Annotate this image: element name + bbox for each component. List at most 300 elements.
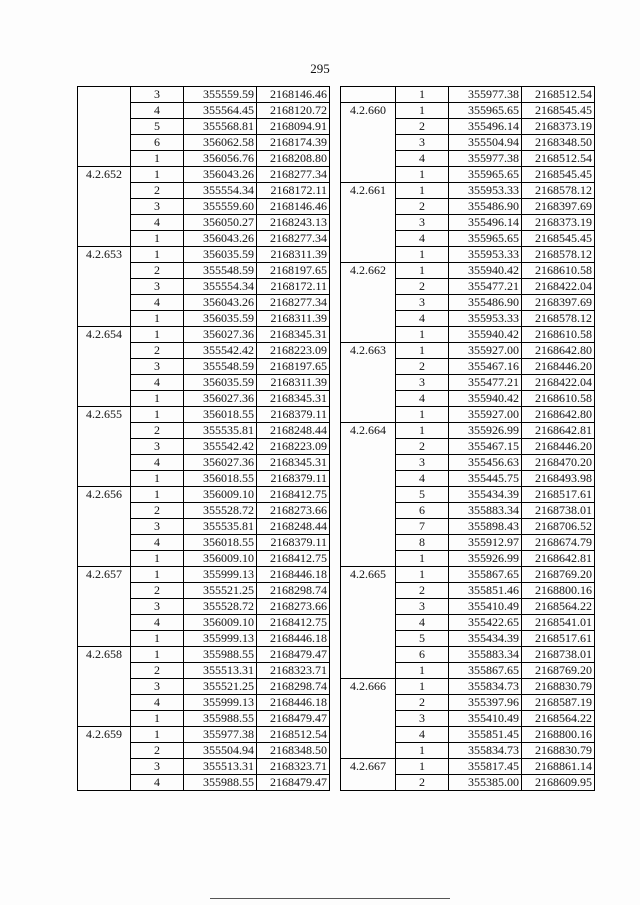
x-coordinate-cell: 355554.34 (184, 279, 257, 295)
table-row (78, 407, 330, 423)
point-number-cell: 3 (396, 215, 449, 231)
parcel-id-cell: 4.2.661 (341, 183, 396, 263)
y-coordinate-cell: 2168208.80 (257, 151, 330, 167)
point-number-cell: 1 (131, 247, 184, 263)
point-number-cell: 3 (396, 599, 449, 615)
x-coordinate-cell: 355554.34 (184, 183, 257, 199)
x-coordinate-cell: 355953.33 (449, 183, 522, 199)
point-number-cell: 5 (396, 631, 449, 647)
point-number-cell: 3 (396, 375, 449, 391)
y-coordinate-cell: 2168277.34 (257, 295, 330, 311)
x-coordinate-cell: 356027.36 (184, 391, 257, 407)
x-coordinate-cell: 355559.59 (184, 87, 257, 103)
table-row (78, 727, 330, 743)
point-number-cell: 6 (396, 503, 449, 519)
y-coordinate-cell: 2168564.22 (522, 599, 595, 615)
y-coordinate-cell: 2168517.61 (522, 487, 595, 503)
point-number-cell: 1 (396, 743, 449, 759)
y-coordinate-cell: 2168277.34 (257, 167, 330, 183)
x-coordinate-cell: 355542.42 (184, 439, 257, 455)
point-number-cell: 1 (131, 151, 184, 167)
point-number-cell: 2 (396, 695, 449, 711)
y-coordinate-cell: 2168248.44 (257, 423, 330, 439)
y-coordinate-cell: 2168738.01 (522, 503, 595, 519)
x-coordinate-cell: 355999.13 (184, 631, 257, 647)
x-coordinate-cell: 355548.59 (184, 263, 257, 279)
point-number-cell: 4 (396, 727, 449, 743)
point-number-cell: 4 (131, 295, 184, 311)
x-coordinate-cell: 355817.45 (449, 759, 522, 775)
point-number-cell: 1 (131, 311, 184, 327)
point-number-cell: 3 (396, 455, 449, 471)
point-number-cell: 1 (396, 759, 449, 775)
point-number-cell: 1 (396, 679, 449, 695)
y-coordinate-cell: 2168197.65 (257, 359, 330, 375)
x-coordinate-cell: 355385.00 (449, 775, 522, 791)
table-row (78, 247, 330, 263)
x-coordinate-cell: 355940.42 (449, 263, 522, 279)
point-number-cell: 3 (131, 439, 184, 455)
y-coordinate-cell: 2168610.58 (522, 391, 595, 407)
x-coordinate-cell: 355867.65 (449, 663, 522, 679)
x-coordinate-cell: 355977.38 (449, 87, 522, 103)
y-coordinate-cell: 2168545.45 (522, 167, 595, 183)
y-coordinate-cell: 2168120.72 (257, 103, 330, 119)
x-coordinate-cell: 355410.49 (449, 599, 522, 615)
point-number-cell: 1 (396, 87, 449, 103)
y-coordinate-cell: 2168172.11 (257, 183, 330, 199)
point-number-cell: 8 (396, 535, 449, 551)
y-coordinate-cell: 2168479.47 (257, 775, 330, 791)
x-coordinate-cell: 355467.16 (449, 359, 522, 375)
point-number-cell: 1 (131, 167, 184, 183)
y-coordinate-cell: 2168248.44 (257, 519, 330, 535)
point-number-cell: 1 (396, 247, 449, 263)
point-number-cell: 1 (396, 263, 449, 279)
point-number-cell: 4 (131, 455, 184, 471)
table-row (341, 567, 595, 583)
y-coordinate-cell: 2168479.47 (257, 711, 330, 727)
x-coordinate-cell: 355568.81 (184, 119, 257, 135)
table-row (341, 183, 595, 199)
y-coordinate-cell: 2168373.19 (522, 119, 595, 135)
point-number-cell: 1 (131, 231, 184, 247)
x-coordinate-cell: 355445.75 (449, 471, 522, 487)
x-coordinate-cell: 356018.55 (184, 471, 257, 487)
point-number-cell: 1 (396, 407, 449, 423)
parcel-id-cell: 4.2.666 (341, 679, 396, 759)
point-number-cell: 2 (131, 183, 184, 199)
point-number-cell: 1 (396, 423, 449, 439)
point-number-cell: 3 (131, 759, 184, 775)
point-number-cell: 3 (396, 295, 449, 311)
x-coordinate-cell: 355434.39 (449, 631, 522, 647)
table-row (78, 487, 330, 503)
parcel-id-cell (78, 87, 131, 167)
y-coordinate-cell: 2168174.39 (257, 135, 330, 151)
parcel-id-cell: 4.2.663 (341, 343, 396, 423)
y-coordinate-cell: 2168642.80 (522, 407, 595, 423)
table-row (78, 647, 330, 663)
x-coordinate-cell: 355965.65 (449, 231, 522, 247)
parcel-id-cell: 4.2.653 (78, 247, 131, 327)
point-number-cell: 4 (131, 615, 184, 631)
point-number-cell: 4 (131, 375, 184, 391)
y-coordinate-cell: 2168545.45 (522, 103, 595, 119)
x-coordinate-cell: 355940.42 (449, 391, 522, 407)
y-coordinate-cell: 2168578.12 (522, 183, 595, 199)
point-number-cell: 1 (396, 327, 449, 343)
footer-rule (210, 898, 450, 899)
y-coordinate-cell: 2168397.69 (522, 295, 595, 311)
x-coordinate-cell: 355528.72 (184, 599, 257, 615)
x-coordinate-cell: 356018.55 (184, 535, 257, 551)
y-coordinate-cell: 2168512.54 (522, 87, 595, 103)
y-coordinate-cell: 2168517.61 (522, 631, 595, 647)
table-row (78, 327, 330, 343)
y-coordinate-cell: 2168094.91 (257, 119, 330, 135)
point-number-cell: 2 (396, 359, 449, 375)
y-coordinate-cell: 2168861.14 (522, 759, 595, 775)
x-coordinate-cell: 355912.97 (449, 535, 522, 551)
parcel-id-cell: 4.2.656 (78, 487, 131, 567)
parcel-id-cell: 4.2.667 (341, 759, 396, 791)
point-number-cell: 4 (131, 215, 184, 231)
parcel-id-cell: 4.2.657 (78, 567, 131, 647)
y-coordinate-cell: 2168446.18 (257, 631, 330, 647)
point-number-cell: 1 (131, 631, 184, 647)
x-coordinate-cell: 355486.90 (449, 295, 522, 311)
y-coordinate-cell: 2168311.39 (257, 375, 330, 391)
y-coordinate-cell: 2168243.13 (257, 215, 330, 231)
y-coordinate-cell: 2168379.11 (257, 535, 330, 551)
x-coordinate-cell: 355988.55 (184, 647, 257, 663)
x-coordinate-cell: 356043.26 (184, 231, 257, 247)
point-number-cell: 4 (396, 151, 449, 167)
y-coordinate-cell: 2168446.20 (522, 439, 595, 455)
x-coordinate-cell: 355397.96 (449, 695, 522, 711)
point-number-cell: 1 (396, 567, 449, 583)
x-coordinate-cell: 355965.65 (449, 167, 522, 183)
x-coordinate-cell: 355528.72 (184, 503, 257, 519)
x-coordinate-cell: 355467.15 (449, 439, 522, 455)
x-coordinate-cell: 356035.59 (184, 247, 257, 263)
point-number-cell: 1 (396, 551, 449, 567)
point-number-cell: 1 (131, 407, 184, 423)
x-coordinate-cell: 355999.13 (184, 567, 257, 583)
y-coordinate-cell: 2168146.46 (257, 87, 330, 103)
x-coordinate-cell: 355513.31 (184, 663, 257, 679)
y-coordinate-cell: 2168323.71 (257, 663, 330, 679)
x-coordinate-cell: 355410.49 (449, 711, 522, 727)
y-coordinate-cell: 2168800.16 (522, 727, 595, 743)
y-coordinate-cell: 2168172.11 (257, 279, 330, 295)
point-number-cell: 1 (131, 327, 184, 343)
point-number-cell: 2 (131, 743, 184, 759)
point-number-cell: 7 (396, 519, 449, 535)
y-coordinate-cell: 2168578.12 (522, 247, 595, 263)
table-row (341, 423, 595, 439)
point-number-cell: 2 (396, 119, 449, 135)
x-coordinate-cell: 356027.36 (184, 327, 257, 343)
point-number-cell: 2 (131, 503, 184, 519)
x-coordinate-cell: 355521.25 (184, 679, 257, 695)
x-coordinate-cell: 355477.21 (449, 279, 522, 295)
point-number-cell: 3 (131, 679, 184, 695)
x-coordinate-cell: 356043.26 (184, 167, 257, 183)
x-coordinate-cell: 356056.76 (184, 151, 257, 167)
x-coordinate-cell: 355559.60 (184, 199, 257, 215)
x-coordinate-cell: 355883.34 (449, 647, 522, 663)
y-coordinate-cell: 2168422.04 (522, 375, 595, 391)
point-number-cell: 3 (396, 711, 449, 727)
point-number-cell: 4 (131, 535, 184, 551)
x-coordinate-cell: 355535.81 (184, 519, 257, 535)
parcel-id-cell: 4.2.665 (341, 567, 396, 679)
y-coordinate-cell: 2168412.75 (257, 551, 330, 567)
x-coordinate-cell: 355883.34 (449, 503, 522, 519)
x-coordinate-cell: 356018.55 (184, 407, 257, 423)
x-coordinate-cell: 355504.94 (449, 135, 522, 151)
x-coordinate-cell: 355851.46 (449, 583, 522, 599)
x-coordinate-cell: 355988.55 (184, 775, 257, 791)
point-number-cell: 6 (396, 647, 449, 663)
x-coordinate-cell: 355422.65 (449, 615, 522, 631)
y-coordinate-cell: 2168610.58 (522, 263, 595, 279)
point-number-cell: 5 (396, 487, 449, 503)
point-number-cell: 4 (131, 775, 184, 791)
point-number-cell: 6 (131, 135, 184, 151)
y-coordinate-cell: 2168470.20 (522, 455, 595, 471)
y-coordinate-cell: 2168345.31 (257, 455, 330, 471)
point-number-cell: 1 (131, 711, 184, 727)
y-coordinate-cell: 2168311.39 (257, 311, 330, 327)
y-coordinate-cell: 2168345.31 (257, 391, 330, 407)
point-number-cell: 4 (396, 471, 449, 487)
y-coordinate-cell: 2168298.74 (257, 583, 330, 599)
y-coordinate-cell: 2168578.12 (522, 311, 595, 327)
y-coordinate-cell: 2168277.34 (257, 231, 330, 247)
x-coordinate-cell: 355867.65 (449, 567, 522, 583)
x-coordinate-cell: 355535.81 (184, 423, 257, 439)
x-coordinate-cell: 356009.10 (184, 551, 257, 567)
y-coordinate-cell: 2168379.11 (257, 407, 330, 423)
y-coordinate-cell: 2168493.98 (522, 471, 595, 487)
y-coordinate-cell: 2168422.04 (522, 279, 595, 295)
point-number-cell: 1 (131, 471, 184, 487)
y-coordinate-cell: 2168610.58 (522, 327, 595, 343)
parcel-id-cell: 4.2.664 (341, 423, 396, 567)
y-coordinate-cell: 2168545.45 (522, 231, 595, 247)
x-coordinate-cell: 355851.45 (449, 727, 522, 743)
y-coordinate-cell: 2168379.11 (257, 471, 330, 487)
point-number-cell: 2 (396, 775, 449, 791)
point-number-cell: 4 (396, 615, 449, 631)
left-coordinates-table (77, 86, 330, 791)
point-number-cell: 1 (396, 103, 449, 119)
right-coordinates-table (340, 86, 595, 791)
x-coordinate-cell: 355977.38 (184, 727, 257, 743)
x-coordinate-cell: 355926.99 (449, 423, 522, 439)
point-number-cell: 2 (396, 279, 449, 295)
x-coordinate-cell: 355953.33 (449, 311, 522, 327)
x-coordinate-cell: 355477.21 (449, 375, 522, 391)
x-coordinate-cell: 355548.59 (184, 359, 257, 375)
x-coordinate-cell: 355927.00 (449, 343, 522, 359)
point-number-cell: 2 (396, 439, 449, 455)
parcel-id-cell: 4.2.655 (78, 407, 131, 487)
x-coordinate-cell: 355898.43 (449, 519, 522, 535)
y-coordinate-cell: 2168674.79 (522, 535, 595, 551)
y-coordinate-cell: 2168446.18 (257, 695, 330, 711)
x-coordinate-cell: 356009.10 (184, 615, 257, 631)
y-coordinate-cell: 2168273.66 (257, 503, 330, 519)
y-coordinate-cell: 2168564.22 (522, 711, 595, 727)
x-coordinate-cell: 355496.14 (449, 215, 522, 231)
point-number-cell: 3 (396, 135, 449, 151)
point-number-cell: 1 (131, 551, 184, 567)
y-coordinate-cell: 2168642.81 (522, 551, 595, 567)
point-number-cell: 1 (396, 343, 449, 359)
table-row (341, 263, 595, 279)
point-number-cell: 3 (131, 279, 184, 295)
point-number-cell: 2 (131, 663, 184, 679)
point-number-cell: 1 (396, 167, 449, 183)
page-number: 295 (310, 61, 330, 76)
point-number-cell: 3 (131, 599, 184, 615)
x-coordinate-cell: 355496.14 (449, 119, 522, 135)
y-coordinate-cell: 2168412.75 (257, 487, 330, 503)
point-number-cell: 2 (131, 583, 184, 599)
x-coordinate-cell: 355513.31 (184, 759, 257, 775)
point-number-cell: 1 (131, 727, 184, 743)
x-coordinate-cell: 356043.26 (184, 295, 257, 311)
y-coordinate-cell: 2168541.01 (522, 615, 595, 631)
x-coordinate-cell: 355953.33 (449, 247, 522, 263)
y-coordinate-cell: 2168373.19 (522, 215, 595, 231)
table-row (341, 343, 595, 359)
point-number-cell: 4 (396, 231, 449, 247)
point-number-cell: 4 (131, 695, 184, 711)
x-coordinate-cell: 355834.73 (449, 679, 522, 695)
parcel-id-cell: 4.2.652 (78, 167, 131, 247)
y-coordinate-cell: 2168323.71 (257, 759, 330, 775)
y-coordinate-cell: 2168609.95 (522, 775, 595, 791)
parcel-id-cell: 4.2.654 (78, 327, 131, 407)
point-number-cell: 4 (396, 391, 449, 407)
x-coordinate-cell: 356050.27 (184, 215, 257, 231)
x-coordinate-cell: 355564.45 (184, 103, 257, 119)
x-coordinate-cell: 356035.59 (184, 311, 257, 327)
parcel-id-cell: 4.2.659 (78, 727, 131, 791)
point-number-cell: 2 (131, 343, 184, 359)
y-coordinate-cell: 2168345.31 (257, 327, 330, 343)
point-number-cell: 1 (131, 647, 184, 663)
y-coordinate-cell: 2168706.52 (522, 519, 595, 535)
table-row (78, 167, 330, 183)
x-coordinate-cell: 355977.38 (449, 151, 522, 167)
y-coordinate-cell: 2168397.69 (522, 199, 595, 215)
point-number-cell: 4 (131, 103, 184, 119)
x-coordinate-cell: 355834.73 (449, 743, 522, 759)
x-coordinate-cell: 355988.55 (184, 711, 257, 727)
point-number-cell: 2 (396, 583, 449, 599)
y-coordinate-cell: 2168446.18 (257, 567, 330, 583)
y-coordinate-cell: 2168769.20 (522, 567, 595, 583)
point-number-cell: 1 (131, 487, 184, 503)
parcel-id-cell: 4.2.658 (78, 647, 131, 727)
y-coordinate-cell: 2168512.54 (257, 727, 330, 743)
x-coordinate-cell: 355965.65 (449, 103, 522, 119)
y-coordinate-cell: 2168223.09 (257, 343, 330, 359)
table-row (78, 567, 330, 583)
y-coordinate-cell: 2168587.19 (522, 695, 595, 711)
x-coordinate-cell: 355456.63 (449, 455, 522, 471)
y-coordinate-cell: 2168298.74 (257, 679, 330, 695)
point-number-cell: 1 (396, 183, 449, 199)
x-coordinate-cell: 355926.99 (449, 551, 522, 567)
y-coordinate-cell: 2168311.39 (257, 247, 330, 263)
y-coordinate-cell: 2168830.79 (522, 743, 595, 759)
point-number-cell: 2 (131, 263, 184, 279)
table-row (341, 103, 595, 119)
y-coordinate-cell: 2168197.65 (257, 263, 330, 279)
y-coordinate-cell: 2168223.09 (257, 439, 330, 455)
point-number-cell: 3 (131, 199, 184, 215)
point-number-cell: 2 (131, 423, 184, 439)
x-coordinate-cell: 356009.10 (184, 487, 257, 503)
table-row (341, 87, 595, 103)
point-number-cell: 1 (396, 663, 449, 679)
y-coordinate-cell: 2168800.16 (522, 583, 595, 599)
x-coordinate-cell: 355927.00 (449, 407, 522, 423)
parcel-id-cell (341, 87, 396, 103)
point-number-cell: 3 (131, 87, 184, 103)
y-coordinate-cell: 2168479.47 (257, 647, 330, 663)
y-coordinate-cell: 2168273.66 (257, 599, 330, 615)
x-coordinate-cell: 355434.39 (449, 487, 522, 503)
parcel-id-cell: 4.2.662 (341, 263, 396, 343)
y-coordinate-cell: 2168348.50 (522, 135, 595, 151)
parcel-id-cell: 4.2.660 (341, 103, 396, 183)
point-number-cell: 3 (131, 359, 184, 375)
y-coordinate-cell: 2168446.20 (522, 359, 595, 375)
x-coordinate-cell: 355486.90 (449, 199, 522, 215)
x-coordinate-cell: 356035.59 (184, 375, 257, 391)
y-coordinate-cell: 2168769.20 (522, 663, 595, 679)
y-coordinate-cell: 2168146.46 (257, 199, 330, 215)
y-coordinate-cell: 2168348.50 (257, 743, 330, 759)
y-coordinate-cell: 2168642.81 (522, 423, 595, 439)
table-row (341, 759, 595, 775)
table-row (341, 679, 595, 695)
table-row (78, 87, 330, 103)
point-number-cell: 1 (131, 567, 184, 583)
y-coordinate-cell: 2168412.75 (257, 615, 330, 631)
point-number-cell: 3 (131, 519, 184, 535)
y-coordinate-cell: 2168738.01 (522, 647, 595, 663)
y-coordinate-cell: 2168642.80 (522, 343, 595, 359)
x-coordinate-cell: 356027.36 (184, 455, 257, 471)
x-coordinate-cell: 355504.94 (184, 743, 257, 759)
point-number-cell: 5 (131, 119, 184, 135)
x-coordinate-cell: 355542.42 (184, 343, 257, 359)
y-coordinate-cell: 2168830.79 (522, 679, 595, 695)
x-coordinate-cell: 355940.42 (449, 327, 522, 343)
x-coordinate-cell: 356062.58 (184, 135, 257, 151)
point-number-cell: 1 (131, 391, 184, 407)
point-number-cell: 2 (396, 199, 449, 215)
